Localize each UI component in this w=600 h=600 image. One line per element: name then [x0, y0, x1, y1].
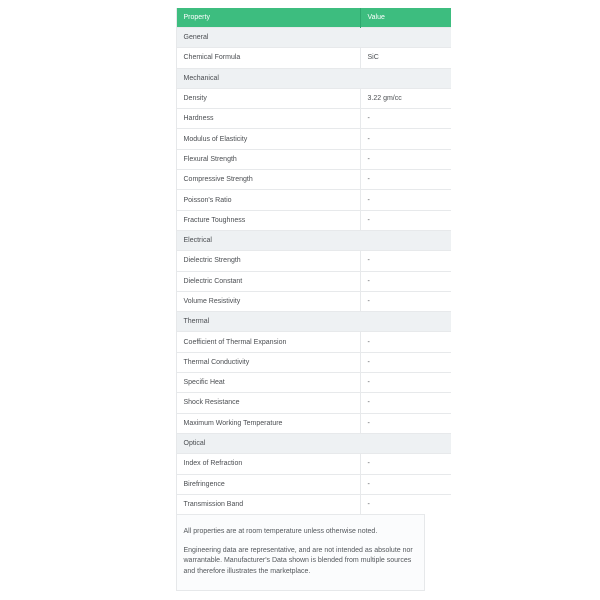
property-cell: Dielectric Strength — [177, 251, 361, 271]
table-header-row — [177, 8, 451, 28]
value-cell: - — [360, 332, 451, 352]
table-row — [177, 332, 451, 352]
property-cell: Hardness — [177, 109, 361, 129]
value-cell: - — [360, 352, 451, 372]
value-cell: 3.22 gm/cc — [360, 88, 451, 108]
section-label: Thermal — [177, 312, 451, 332]
section-label: Electrical — [177, 230, 451, 250]
table-row — [177, 413, 451, 433]
section-label: General — [177, 28, 451, 48]
value-cell: - — [360, 393, 451, 413]
table-row — [177, 149, 451, 169]
section-row-thermal — [177, 312, 451, 332]
property-cell: Shock Resistance — [177, 393, 361, 413]
table-row — [177, 454, 451, 474]
value-cell: - — [360, 373, 451, 393]
property-cell: Volume Resistivity — [177, 291, 361, 311]
value-cell: - — [360, 474, 451, 494]
table-row — [177, 352, 451, 372]
footnote-engineering-data: Engineering data are representative, and are not intended as absolute nor warrantable. Manufacturer's Data shown is blended from multiple sources and therefore illustrates the marketplace. — [183, 546, 413, 575]
property-cell: Maximum Working Temperature — [177, 413, 361, 433]
property-column-header: Property — [177, 8, 361, 28]
table-row — [177, 271, 451, 291]
value-cell: - — [360, 271, 451, 291]
value-cell: - — [360, 170, 451, 190]
properties-table — [177, 8, 451, 514]
property-cell: Fracture Toughness — [177, 210, 361, 230]
property-cell: Poisson's Ratio — [177, 190, 361, 210]
value-cell: - — [360, 190, 451, 210]
value-cell: - — [360, 109, 451, 129]
property-cell: Birefringence — [177, 474, 361, 494]
section-row-optical — [177, 433, 451, 453]
value-cell: - — [360, 291, 451, 311]
table-row — [177, 170, 451, 190]
property-cell: Flexural Strength — [177, 149, 361, 169]
property-cell: Compressive Strength — [177, 170, 361, 190]
value-cell: - — [360, 454, 451, 474]
value-cell: - — [360, 210, 451, 230]
table-row — [177, 474, 451, 494]
property-cell: Thermal Conductivity — [177, 352, 361, 372]
value-cell: - — [360, 129, 451, 149]
table-row — [177, 109, 451, 129]
value-cell: - — [360, 494, 451, 514]
footnote-room-temperature: All properties are at room temperature unless otherwise noted. — [183, 528, 378, 536]
footnotes-section — [177, 514, 424, 590]
value-cell: - — [360, 251, 451, 271]
table-row — [177, 129, 451, 149]
property-cell: Index of Refraction — [177, 454, 361, 474]
section-label: Optical — [177, 433, 451, 453]
property-cell: Specific Heat — [177, 373, 361, 393]
table-row — [177, 190, 451, 210]
section-row-general — [177, 28, 451, 48]
table-row — [177, 210, 451, 230]
table-row — [177, 251, 451, 271]
table-row — [177, 393, 451, 413]
value-column-header: Value — [360, 8, 451, 28]
value-cell: - — [360, 149, 451, 169]
material-properties-card — [176, 8, 425, 591]
table-row — [177, 291, 451, 311]
section-label: Mechanical — [177, 68, 451, 88]
table-row — [177, 373, 451, 393]
value-cell: - — [360, 413, 451, 433]
section-row-mechanical — [177, 68, 451, 88]
value-cell: SiC — [360, 48, 451, 68]
section-row-electrical — [177, 230, 451, 250]
property-cell: Transmission Band — [177, 494, 361, 514]
table-row — [177, 494, 451, 514]
property-cell: Coefficient of Thermal Expansion — [177, 332, 361, 352]
table-row — [177, 48, 451, 68]
property-cell: Modulus of Elasticity — [177, 129, 361, 149]
property-cell: Chemical Formula — [177, 48, 361, 68]
property-cell: Dielectric Constant — [177, 271, 361, 291]
property-cell: Density — [177, 88, 361, 108]
table-row — [177, 88, 451, 108]
